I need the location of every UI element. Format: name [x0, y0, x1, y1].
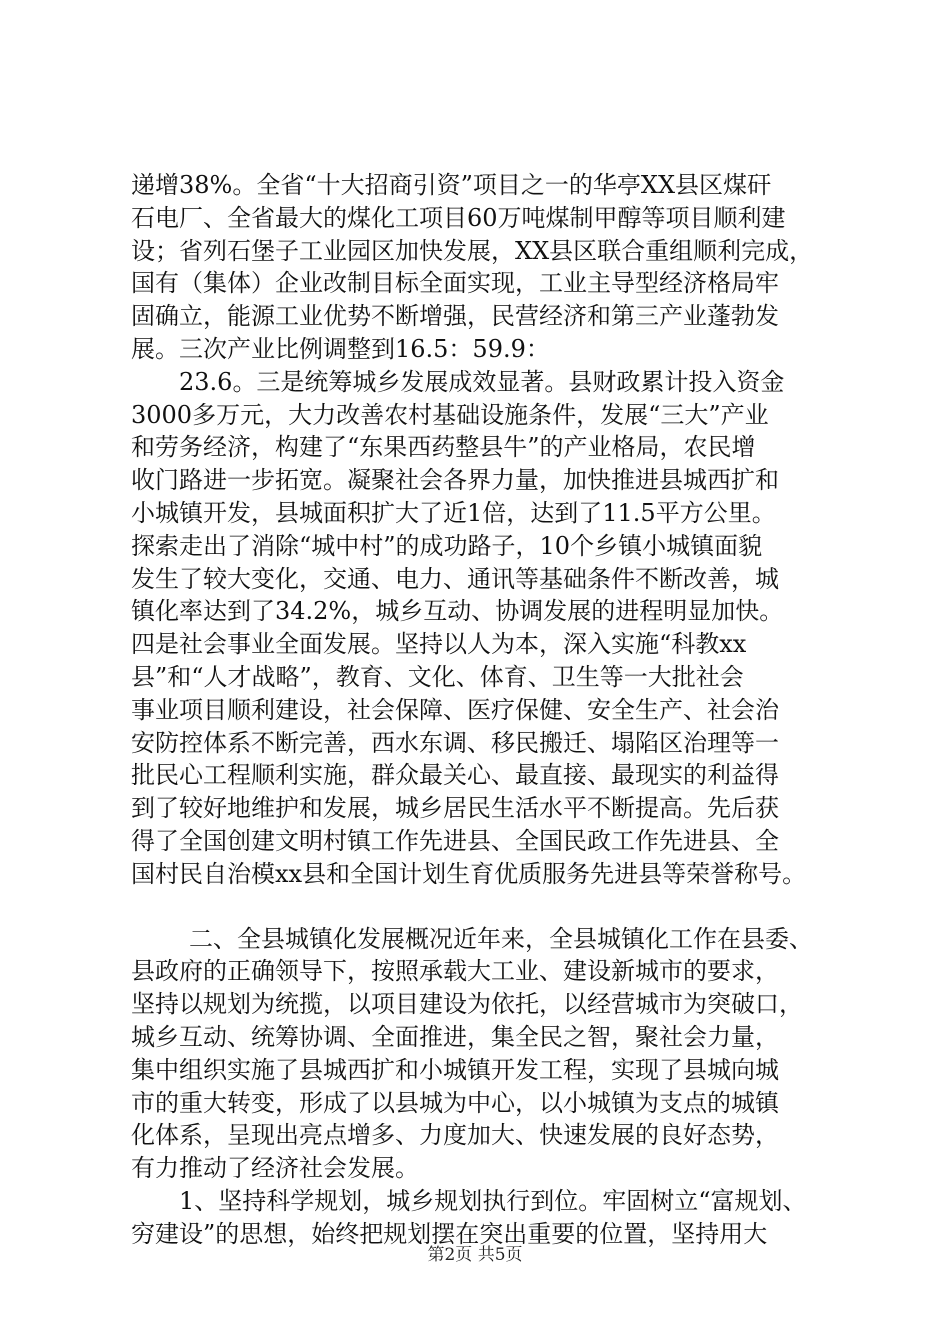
body-line: 县政府的正确领导下，按照承载大工业、建设新城市的要求，	[131, 957, 779, 986]
body-line: 固确立，能源工业优势不断增强，民营经济和第三产业蓬勃发	[131, 302, 779, 331]
body-line: 批民心工程顺利实施，群众最关心、最直接、最现实的利益得	[131, 761, 779, 790]
body-line: 石电厂、全省最大的煤化工项目60万吨煤制甲醇等项目顺利建	[131, 203, 786, 232]
body-line: 有力推动了经济社会发展。	[131, 1154, 419, 1183]
document-body	[131, 169, 826, 1251]
body-line: 四是社会事业全面发展。坚持以人为本，深入实施“科教xx	[131, 630, 747, 659]
body-line: 坚持以规划为统揽，以项目建设为依托，以经营城市为突破口，	[131, 990, 803, 1019]
body-line: 23.6。三是统筹城乡发展成效显著。县财政累计投入资金	[179, 367, 785, 396]
body-line: 化体系，呈现出亮点增多、力度加大、快速发展的良好态势，	[131, 1121, 779, 1150]
body-line: 得了全国创建文明村镇工作先进县、全国民政工作先进县、全	[131, 826, 779, 855]
body-line: 镇化率达到了34.2%，城乡互动、协调发展的进程明显加快。	[131, 597, 784, 626]
body-line: 市的重大转变，形成了以县城为中心，以小城镇为支点的城镇	[131, 1088, 779, 1117]
body-line: 二、全县城镇化发展概况近年来，全县城镇化工作在县委、	[189, 924, 813, 953]
body-line: 递增38%。全省“十大招商引资”项目之一的华亭XX县区煤矸	[131, 171, 772, 199]
body-line: 小城镇开发，县城面积扩大了近1倍，达到了11.5平方公里。	[131, 498, 776, 527]
paragraph-gap	[131, 891, 826, 923]
body-line: 集中组织实施了县城西扩和小城镇开发工程，实现了县城向城	[131, 1055, 779, 1084]
body-line: 3000多万元，大力改善农村基础设施条件，发展“三大”产业	[131, 400, 769, 429]
body-line: 到了较好地维护和发展，城乡居民生活水平不断提高。先后获	[131, 794, 779, 823]
body-line: 展。三次产业比例调整到16.5：59.9：	[131, 334, 550, 363]
body-line: 事业项目顺利建设，社会保障、医疗保健、安全生产、社会治	[131, 695, 779, 724]
body-line: 1、坚持科学规划，城乡规划执行到位。牢固树立“富规划、	[179, 1186, 807, 1215]
body-line: 国有（集体）企业改制目标全面实现，工业主导型经济格局牢	[131, 269, 779, 298]
body-line: 国村民自治模xx县和全国计划生育优质服务先进县等荣誉称号。	[131, 859, 807, 888]
page-number-footer: 第2页 共5页	[427, 1245, 523, 1265]
body-line: 安防控体系不断完善，西水东调、移民搬迁、塌陷区治理等一	[131, 728, 779, 757]
body-line: 设；省列石堡子工业园区加快发展，XX县区联合重组顺利完成，	[131, 236, 814, 265]
body-line: 城乡互动、统筹协调、全面推进，集全民之智，聚社会力量，	[131, 1022, 779, 1051]
body-line: 县”和“人才战略”，教育、文化、体育、卫生等一大批社会	[131, 662, 744, 691]
body-line: 和劳务经济，构建了“东果西药整县牛”的产业格局，农民增	[131, 433, 756, 462]
body-line: 探索走出了消除“城中村”的成功路子，10个乡镇小城镇面貌	[131, 531, 763, 560]
body-line: 发生了较大变化，交通、电力、通讯等基础条件不断改善，城	[131, 564, 779, 593]
body-line: 收门路进一步拓宽。凝聚社会各界力量，加快推进县城西扩和	[131, 466, 779, 495]
body-line: 穷建设”的思想，始终把规划摆在突出重要的位置，坚持用大	[131, 1219, 768, 1248]
